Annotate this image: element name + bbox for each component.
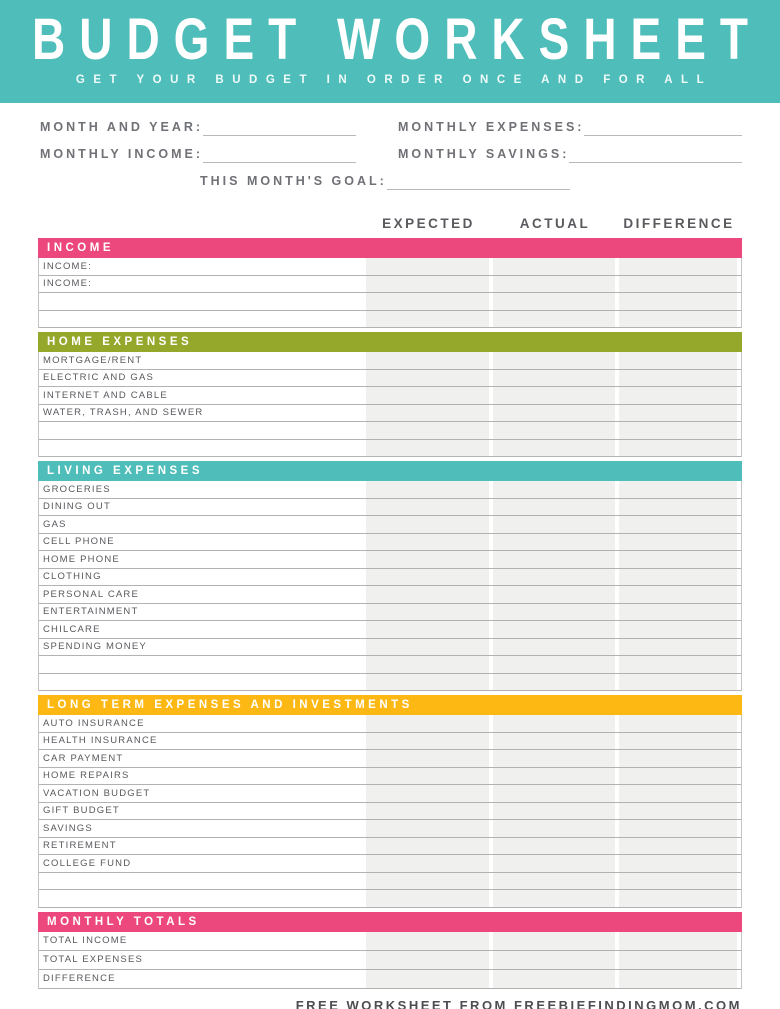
cell-actual[interactable] xyxy=(493,785,615,802)
cell-expected[interactable] xyxy=(366,932,489,950)
cell-actual[interactable] xyxy=(493,855,615,872)
cell-actual[interactable] xyxy=(493,586,615,603)
cell-expected[interactable] xyxy=(366,293,489,310)
field-monthly-expenses xyxy=(398,118,742,136)
budget-row xyxy=(39,551,741,569)
row-label: TOTAL INCOME xyxy=(43,935,128,946)
budget-row xyxy=(39,890,741,908)
row-label: MORTGAGE/RENT xyxy=(43,354,143,366)
cell-actual[interactable] xyxy=(493,499,615,516)
cell-actual[interactable] xyxy=(493,768,615,785)
cell-actual[interactable] xyxy=(493,405,615,422)
footer-credit: FREE WORKSHEET FROM FREEBIEFINDINGMOM.COM xyxy=(295,997,742,1009)
col-header-actual: ACTUAL xyxy=(519,216,591,231)
cell-difference[interactable] xyxy=(619,551,737,568)
cell-expected[interactable] xyxy=(366,820,489,837)
row-label: DIFFERENCE xyxy=(43,973,116,984)
cell-actual[interactable] xyxy=(493,750,615,767)
budget-row xyxy=(39,785,741,803)
cell-expected[interactable] xyxy=(366,674,489,691)
cell-expected[interactable] xyxy=(366,750,489,767)
form-row-goal xyxy=(200,172,742,190)
budget-section xyxy=(38,461,742,691)
budget-section xyxy=(38,695,742,908)
budget-row xyxy=(39,311,741,329)
form-row-2 xyxy=(40,145,742,163)
row-label xyxy=(39,890,362,907)
row-label: HOME PHONE xyxy=(43,553,120,565)
cell-difference[interactable] xyxy=(619,604,737,621)
row-label: ELECTRIC AND GAS xyxy=(43,372,155,384)
budget-row xyxy=(39,516,741,534)
cell-difference[interactable] xyxy=(619,621,737,638)
monthly-expenses-label: MONTHLY EXPENSES: xyxy=(398,120,585,134)
budget-row xyxy=(39,970,741,989)
row-label: INCOME: xyxy=(43,278,93,290)
cell-expected[interactable] xyxy=(366,855,489,872)
cell-expected[interactable] xyxy=(366,639,489,656)
field-month-and-year xyxy=(40,118,356,136)
cell-actual[interactable] xyxy=(493,733,615,750)
field-monthly-savings xyxy=(398,145,742,163)
cell-difference[interactable] xyxy=(619,715,737,732)
row-label xyxy=(39,311,362,328)
section-title: LIVING EXPENSES xyxy=(47,465,204,477)
budget-row xyxy=(39,873,741,891)
cell-expected[interactable] xyxy=(366,733,489,750)
cell-actual[interactable] xyxy=(493,715,615,732)
row-label: CLOTHING xyxy=(43,571,102,583)
cell-expected[interactable] xyxy=(366,499,489,516)
monthly-income-input-line[interactable] xyxy=(203,147,356,163)
row-label: WATER, TRASH, AND SEWER xyxy=(43,407,204,419)
budget-row xyxy=(39,258,741,276)
budget-row xyxy=(39,276,741,294)
budget-row xyxy=(39,750,741,768)
cell-actual[interactable] xyxy=(493,803,615,820)
budget-row xyxy=(39,803,741,821)
budget-row xyxy=(39,639,741,657)
row-label xyxy=(39,422,362,439)
cell-actual[interactable] xyxy=(493,311,615,328)
cell-expected[interactable] xyxy=(366,370,489,387)
cell-difference[interactable] xyxy=(619,481,737,498)
budget-section xyxy=(38,332,742,457)
cell-expected[interactable] xyxy=(366,481,489,498)
cell-actual[interactable] xyxy=(493,370,615,387)
budget-row xyxy=(39,586,741,604)
row-label: SAVINGS xyxy=(43,822,93,834)
budget-row xyxy=(39,768,741,786)
budget-row xyxy=(39,422,741,440)
row-label: CHILCARE xyxy=(43,623,101,635)
cell-expected[interactable] xyxy=(366,516,489,533)
cell-difference[interactable] xyxy=(619,311,737,328)
row-label: DINING OUT xyxy=(43,501,111,513)
budget-row xyxy=(39,604,741,622)
cell-expected[interactable] xyxy=(366,534,489,551)
monthly-income-label: MONTHLY INCOME: xyxy=(40,147,204,161)
cell-difference[interactable] xyxy=(619,873,737,890)
cell-expected[interactable] xyxy=(366,656,489,673)
cell-expected[interactable] xyxy=(366,276,489,293)
budget-table xyxy=(38,238,742,989)
row-label: PERSONAL CARE xyxy=(43,588,140,600)
cell-difference[interactable] xyxy=(619,785,737,802)
cell-expected[interactable] xyxy=(366,768,489,785)
section-title: LONG TERM EXPENSES AND INVESTMENTS xyxy=(47,699,413,711)
row-label: CELL PHONE xyxy=(43,536,115,548)
row-label xyxy=(39,873,362,890)
row-label: ENTERTAINMENT xyxy=(43,606,139,618)
cell-expected[interactable] xyxy=(366,715,489,732)
row-label: GROCERIES xyxy=(43,483,111,495)
col-header-expected: EXPECTED xyxy=(382,216,475,231)
cell-difference[interactable] xyxy=(619,586,737,603)
budget-row xyxy=(39,733,741,751)
cell-difference[interactable] xyxy=(619,674,737,691)
cell-actual[interactable] xyxy=(493,258,615,275)
page-title: BUDGET WORKSHEET xyxy=(32,5,762,72)
budget-row xyxy=(39,405,741,423)
cell-actual[interactable] xyxy=(493,293,615,310)
cell-actual[interactable] xyxy=(493,873,615,890)
row-label: INTERNET AND CABLE xyxy=(43,389,168,401)
cell-expected[interactable] xyxy=(366,569,489,586)
cell-expected[interactable] xyxy=(366,838,489,855)
row-label xyxy=(39,674,362,691)
section-header xyxy=(38,461,742,481)
cell-expected[interactable] xyxy=(366,621,489,638)
cell-expected[interactable] xyxy=(366,352,489,369)
cell-difference[interactable] xyxy=(619,750,737,767)
cell-difference[interactable] xyxy=(619,639,737,656)
budget-row xyxy=(39,855,741,873)
cell-difference[interactable] xyxy=(619,405,737,422)
section-rows xyxy=(38,715,742,908)
cell-actual[interactable] xyxy=(493,422,615,439)
section-rows xyxy=(38,481,742,691)
budget-row xyxy=(39,370,741,388)
cell-expected[interactable] xyxy=(366,586,489,603)
budget-row xyxy=(39,481,741,499)
budget-row xyxy=(39,387,741,405)
cell-actual[interactable] xyxy=(493,621,615,638)
cell-difference[interactable] xyxy=(619,733,737,750)
page-subtitle: GET YOUR BUDGET IN ORDER ONCE AND FOR ALL xyxy=(75,74,713,86)
budget-row xyxy=(39,293,741,311)
cell-actual[interactable] xyxy=(493,352,615,369)
cell-difference[interactable] xyxy=(619,951,737,969)
column-header-spacer xyxy=(38,216,363,231)
budget-row xyxy=(39,534,741,552)
cell-difference[interactable] xyxy=(619,276,737,293)
budget-row xyxy=(39,951,741,970)
field-this-months-goal xyxy=(200,172,570,190)
cell-actual[interactable] xyxy=(493,276,615,293)
cell-difference[interactable] xyxy=(619,890,737,907)
row-label xyxy=(39,656,362,673)
cell-difference[interactable] xyxy=(619,258,737,275)
cell-actual[interactable] xyxy=(493,639,615,656)
budget-row xyxy=(39,820,741,838)
row-label: RETIREMENT xyxy=(43,840,117,852)
cell-actual[interactable] xyxy=(493,890,615,907)
cell-difference[interactable] xyxy=(619,499,737,516)
col-header-difference: DIFFERENCE xyxy=(623,216,735,231)
cell-actual[interactable] xyxy=(493,551,615,568)
cell-difference[interactable] xyxy=(619,387,737,404)
cell-expected[interactable] xyxy=(366,890,489,907)
budget-row xyxy=(39,932,741,951)
budget-section xyxy=(38,912,742,989)
banner xyxy=(0,0,780,103)
row-label: COLLEGE FUND xyxy=(43,857,132,869)
cell-difference[interactable] xyxy=(619,855,737,872)
cell-expected[interactable] xyxy=(366,873,489,890)
cell-expected[interactable] xyxy=(366,803,489,820)
row-label: GIFT BUDGET xyxy=(43,805,120,817)
cell-difference[interactable] xyxy=(619,820,737,837)
row-label: INCOME: xyxy=(43,260,93,272)
budget-row xyxy=(39,715,741,733)
cell-difference[interactable] xyxy=(619,440,737,457)
cell-actual[interactable] xyxy=(493,440,615,457)
cell-expected[interactable] xyxy=(366,785,489,802)
budget-row xyxy=(39,499,741,517)
column-headers xyxy=(38,216,742,231)
row-label: TOTAL EXPENSES xyxy=(43,954,144,965)
cell-difference[interactable] xyxy=(619,422,737,439)
this-months-goal-label: THIS MONTH'S GOAL: xyxy=(200,174,387,188)
monthly-expenses-input-line[interactable] xyxy=(584,120,742,136)
cell-difference[interactable] xyxy=(619,352,737,369)
section-header xyxy=(38,912,742,932)
cell-actual[interactable] xyxy=(493,970,615,988)
monthly-savings-label: MONTHLY SAVINGS: xyxy=(398,147,570,161)
form-row-1 xyxy=(40,118,742,136)
cell-actual[interactable] xyxy=(493,604,615,621)
budget-row xyxy=(39,656,741,674)
budget-row xyxy=(39,569,741,587)
budget-row xyxy=(39,621,741,639)
row-label: SPENDING MONEY xyxy=(43,641,147,653)
cell-actual[interactable] xyxy=(493,951,615,969)
cell-actual[interactable] xyxy=(493,387,615,404)
budget-row xyxy=(39,352,741,370)
section-title: HOME EXPENSES xyxy=(47,336,193,348)
cell-expected[interactable] xyxy=(366,422,489,439)
cell-actual[interactable] xyxy=(493,820,615,837)
monthly-savings-input-line[interactable] xyxy=(569,147,742,163)
cell-actual[interactable] xyxy=(493,481,615,498)
cell-difference[interactable] xyxy=(619,768,737,785)
cell-difference[interactable] xyxy=(619,534,737,551)
section-rows xyxy=(38,932,742,989)
month-and-year-label: MONTH AND YEAR: xyxy=(40,120,204,134)
section-header xyxy=(38,332,742,352)
budget-section xyxy=(38,238,742,328)
section-rows xyxy=(38,258,742,328)
cell-actual[interactable] xyxy=(493,569,615,586)
row-label xyxy=(39,293,362,310)
cell-expected[interactable] xyxy=(366,551,489,568)
cell-difference[interactable] xyxy=(619,803,737,820)
cell-difference[interactable] xyxy=(619,970,737,988)
cell-difference[interactable] xyxy=(619,656,737,673)
row-label: AUTO INSURANCE xyxy=(43,717,145,729)
cell-difference[interactable] xyxy=(619,293,737,310)
section-title: MONTHLY TOTALS xyxy=(47,915,200,928)
section-title: INCOME xyxy=(47,242,114,254)
section-rows xyxy=(38,352,742,457)
cell-expected[interactable] xyxy=(366,258,489,275)
cell-actual[interactable] xyxy=(493,656,615,673)
cell-actual[interactable] xyxy=(493,838,615,855)
cell-expected[interactable] xyxy=(366,951,489,969)
cell-expected[interactable] xyxy=(366,970,489,988)
cell-actual[interactable] xyxy=(493,534,615,551)
row-label: GAS xyxy=(43,518,67,530)
row-label: HEALTH INSURANCE xyxy=(43,735,158,747)
cell-actual[interactable] xyxy=(493,932,615,950)
cell-expected[interactable] xyxy=(366,440,489,457)
cell-difference[interactable] xyxy=(619,838,737,855)
row-label: VACATION BUDGET xyxy=(43,787,151,799)
section-header xyxy=(38,695,742,715)
form-area xyxy=(0,103,780,190)
this-months-goal-input-line[interactable] xyxy=(387,174,570,190)
section-header xyxy=(38,238,742,258)
cell-expected[interactable] xyxy=(366,387,489,404)
cell-difference[interactable] xyxy=(619,932,737,950)
budget-row xyxy=(39,440,741,458)
row-label: CAR PAYMENT xyxy=(43,752,124,764)
month-and-year-input-line[interactable] xyxy=(203,120,356,136)
budget-row xyxy=(39,674,741,692)
field-monthly-income xyxy=(40,145,356,163)
cell-difference[interactable] xyxy=(619,569,737,586)
cell-difference[interactable] xyxy=(619,370,737,387)
cell-expected[interactable] xyxy=(366,405,489,422)
cell-difference[interactable] xyxy=(619,516,737,533)
cell-actual[interactable] xyxy=(493,516,615,533)
row-label: HOME REPAIRS xyxy=(43,770,130,782)
cell-actual[interactable] xyxy=(493,674,615,691)
cell-expected[interactable] xyxy=(366,311,489,328)
budget-row xyxy=(39,838,741,856)
row-label xyxy=(39,440,362,457)
cell-expected[interactable] xyxy=(366,604,489,621)
